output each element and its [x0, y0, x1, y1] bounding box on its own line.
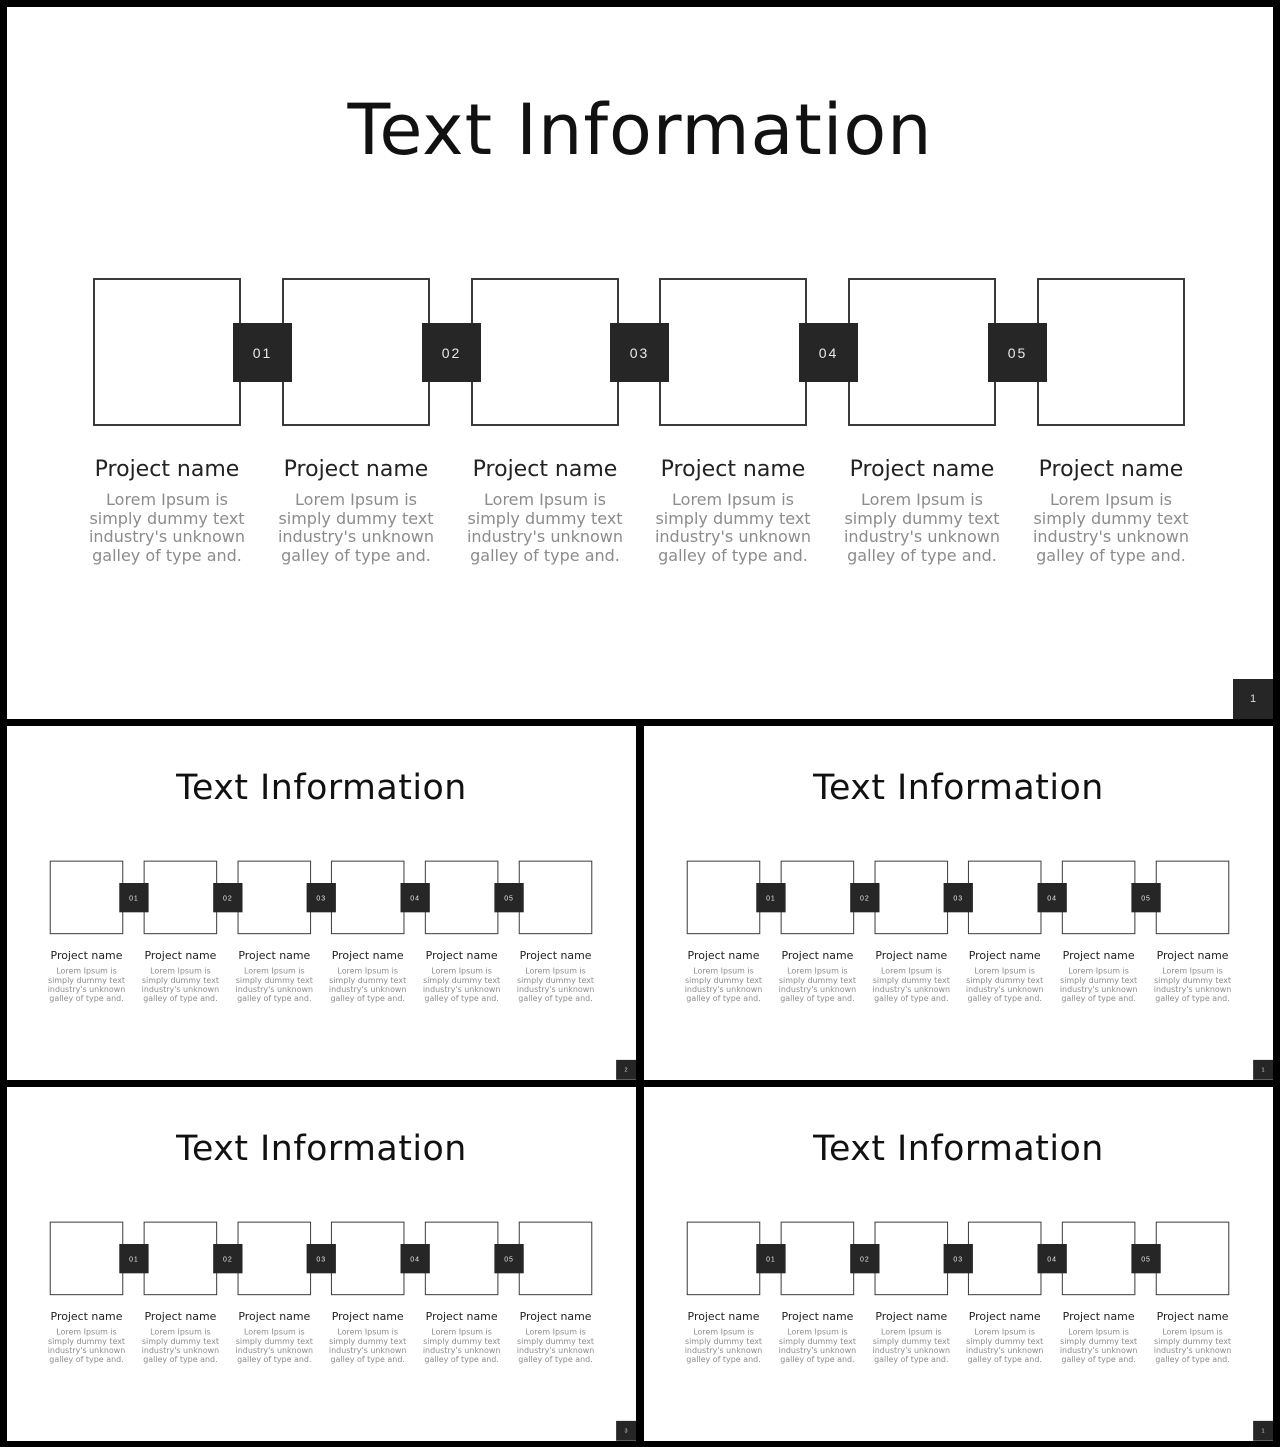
step-number-badge: 02 [422, 323, 481, 382]
project-image-frame [93, 278, 241, 426]
project-description: Lorem Ipsum is simply dummy text industry's unknown galley of type and. [1032, 490, 1190, 565]
project-description: Lorem Ipsum is simply dummy text industry's unknown galley of type and. [141, 965, 220, 1004]
project-image-frame [875, 1222, 949, 1296]
project-name: Project name [519, 949, 592, 962]
project-description: Lorem Ipsum is simply dummy text industry's unknown galley of type and. [88, 490, 246, 565]
project-name: Project name [331, 1310, 404, 1323]
slide-3[interactable] [644, 726, 1273, 1080]
project-description: Lorem Ipsum is simply dummy text industry's unknown galley of type and. [1153, 1326, 1232, 1365]
step-number-badge: 04 [799, 323, 858, 382]
page-number: 3 [616, 1421, 636, 1441]
step-number-badge: 01 [119, 1244, 148, 1273]
project-image-frame [238, 861, 312, 935]
project-image-frame [144, 1222, 218, 1296]
page-number: 2 [616, 1060, 636, 1080]
project-description: Lorem Ipsum is simply dummy text industry's unknown galley of type and. [235, 965, 314, 1004]
project-image-frame [1062, 1222, 1136, 1296]
project-name: Project name [1156, 1310, 1229, 1323]
step-number-badge: 02 [850, 883, 879, 912]
project-image-frame [282, 278, 430, 426]
project-image-frame [1156, 861, 1230, 935]
project-name: Project name [50, 1310, 123, 1323]
page-number: 1 [1253, 1060, 1273, 1080]
project-description: Lorem Ipsum is simply dummy text industry's unknown galley of type and. [778, 965, 857, 1004]
project-image-frame [1037, 278, 1185, 426]
step-number-badge: 01 [756, 883, 785, 912]
project-name: Project name [238, 1310, 311, 1323]
project-name: Project name [687, 1310, 760, 1323]
slide-2[interactable] [7, 726, 636, 1080]
step-number-badge: 03 [307, 1244, 336, 1273]
project-description: Lorem Ipsum is simply dummy text industry's unknown galley of type and. [235, 1326, 314, 1365]
project-image-frame [968, 861, 1042, 935]
project-image-frame [659, 278, 807, 426]
project-description: Lorem Ipsum is simply dummy text industry's unknown galley of type and. [422, 965, 501, 1004]
project-description: Lorem Ipsum is simply dummy text industry's unknown galley of type and. [872, 1326, 951, 1365]
project-description: Lorem Ipsum is simply dummy text industry's unknown galley of type and. [1059, 965, 1138, 1004]
step-number-badge: 01 [233, 323, 292, 382]
project-image-frame [1062, 861, 1136, 935]
step-number-badge: 05 [988, 323, 1047, 382]
project-image-frame [687, 861, 761, 935]
slide-title: Text Information [813, 766, 1104, 808]
project-image-frame [1156, 1222, 1230, 1296]
project-name: Project name [50, 949, 123, 962]
project-image-frame [968, 1222, 1042, 1296]
project-description: Lorem Ipsum is simply dummy text industry's unknown galley of type and. [965, 965, 1044, 1004]
step-number-badge: 03 [307, 883, 336, 912]
project-description: Lorem Ipsum is simply dummy text industry's unknown galley of type and. [466, 490, 624, 565]
step-number-badge: 04 [400, 883, 429, 912]
project-image-frame [238, 1222, 312, 1296]
project-image-frame [331, 861, 405, 935]
step-number-badge: 02 [850, 1244, 879, 1273]
project-image-frame [425, 1222, 499, 1296]
project-description: Lorem Ipsum is simply dummy text industry's unknown galley of type and. [47, 965, 126, 1004]
project-description: Lorem Ipsum is simply dummy text industry's unknown galley of type and. [843, 490, 1001, 565]
project-name: Project name [1038, 457, 1184, 482]
project-name: Project name [849, 457, 995, 482]
project-description: Lorem Ipsum is simply dummy text industry's unknown galley of type and. [516, 965, 595, 1004]
project-name: Project name [238, 949, 311, 962]
project-name: Project name [144, 949, 217, 962]
project-name: Project name [472, 457, 618, 482]
project-description: Lorem Ipsum is simply dummy text industry's unknown galley of type and. [47, 1326, 126, 1365]
project-description: Lorem Ipsum is simply dummy text industry's unknown galley of type and. [422, 1326, 501, 1365]
project-description: Lorem Ipsum is simply dummy text industry's unknown galley of type and. [141, 1326, 220, 1365]
project-image-frame [471, 278, 619, 426]
step-number-badge: 05 [1131, 1244, 1160, 1273]
step-number-badge: 03 [610, 323, 669, 382]
project-name: Project name [144, 1310, 217, 1323]
step-number-badge: 04 [1037, 883, 1066, 912]
project-description: Lorem Ipsum is simply dummy text industry's unknown galley of type and. [516, 1326, 595, 1365]
project-description: Lorem Ipsum is simply dummy text industry's unknown galley of type and. [872, 965, 951, 1004]
project-name: Project name [660, 457, 806, 482]
slide-title: Text Information [347, 89, 933, 171]
slide-title: Text Information [176, 1127, 467, 1169]
project-image-frame [781, 861, 855, 935]
project-image-frame [425, 861, 499, 935]
project-name: Project name [875, 949, 948, 962]
project-description: Lorem Ipsum is simply dummy text industry's unknown galley of type and. [1153, 965, 1232, 1004]
project-name: Project name [1156, 949, 1229, 962]
page-number: 1 [1233, 679, 1273, 719]
slide-title: Text Information [813, 1127, 1104, 1169]
project-name: Project name [875, 1310, 948, 1323]
project-description: Lorem Ipsum is simply dummy text industry's unknown galley of type and. [328, 1326, 407, 1365]
project-name: Project name [968, 949, 1041, 962]
step-number-badge: 02 [213, 1244, 242, 1273]
project-description: Lorem Ipsum is simply dummy text industry's unknown galley of type and. [654, 490, 812, 565]
project-name: Project name [1062, 1310, 1135, 1323]
project-name: Project name [781, 949, 854, 962]
page-number: 1 [1253, 1421, 1273, 1441]
step-number-badge: 01 [756, 1244, 785, 1273]
project-name: Project name [781, 1310, 854, 1323]
project-image-frame [519, 861, 593, 935]
slide-1[interactable] [7, 7, 1273, 719]
project-description: Lorem Ipsum is simply dummy text industry's unknown galley of type and. [1059, 1326, 1138, 1365]
step-number-badge: 04 [1037, 1244, 1066, 1273]
slide-4[interactable] [7, 1087, 636, 1441]
project-image-frame [144, 861, 218, 935]
project-name: Project name [425, 949, 498, 962]
step-number-badge: 02 [213, 883, 242, 912]
project-name: Project name [968, 1310, 1041, 1323]
step-number-badge: 01 [119, 883, 148, 912]
project-description: Lorem Ipsum is simply dummy text industry's unknown galley of type and. [277, 490, 435, 565]
project-image-frame [875, 861, 949, 935]
step-number-badge: 05 [494, 1244, 523, 1273]
project-image-frame [687, 1222, 761, 1296]
project-description: Lorem Ipsum is simply dummy text industry's unknown galley of type and. [965, 1326, 1044, 1365]
project-description: Lorem Ipsum is simply dummy text industry's unknown galley of type and. [778, 1326, 857, 1365]
step-number-badge: 03 [944, 1244, 973, 1273]
project-image-frame [848, 278, 996, 426]
slide-5[interactable] [644, 1087, 1273, 1441]
step-number-badge: 05 [1131, 883, 1160, 912]
project-name: Project name [283, 457, 429, 482]
step-number-badge: 04 [400, 1244, 429, 1273]
project-description: Lorem Ipsum is simply dummy text industry's unknown galley of type and. [328, 965, 407, 1004]
project-image-frame [50, 861, 124, 935]
project-image-frame [519, 1222, 593, 1296]
project-name: Project name [1062, 949, 1135, 962]
step-number-badge: 05 [494, 883, 523, 912]
project-image-frame [331, 1222, 405, 1296]
project-name: Project name [425, 1310, 498, 1323]
project-name: Project name [519, 1310, 592, 1323]
project-name: Project name [94, 457, 240, 482]
step-number-badge: 03 [944, 883, 973, 912]
project-description: Lorem Ipsum is simply dummy text industry's unknown galley of type and. [684, 965, 763, 1004]
project-name: Project name [331, 949, 404, 962]
project-name: Project name [687, 949, 760, 962]
project-description: Lorem Ipsum is simply dummy text industry's unknown galley of type and. [684, 1326, 763, 1365]
project-image-frame [50, 1222, 124, 1296]
slide-title: Text Information [176, 766, 467, 808]
project-image-frame [781, 1222, 855, 1296]
